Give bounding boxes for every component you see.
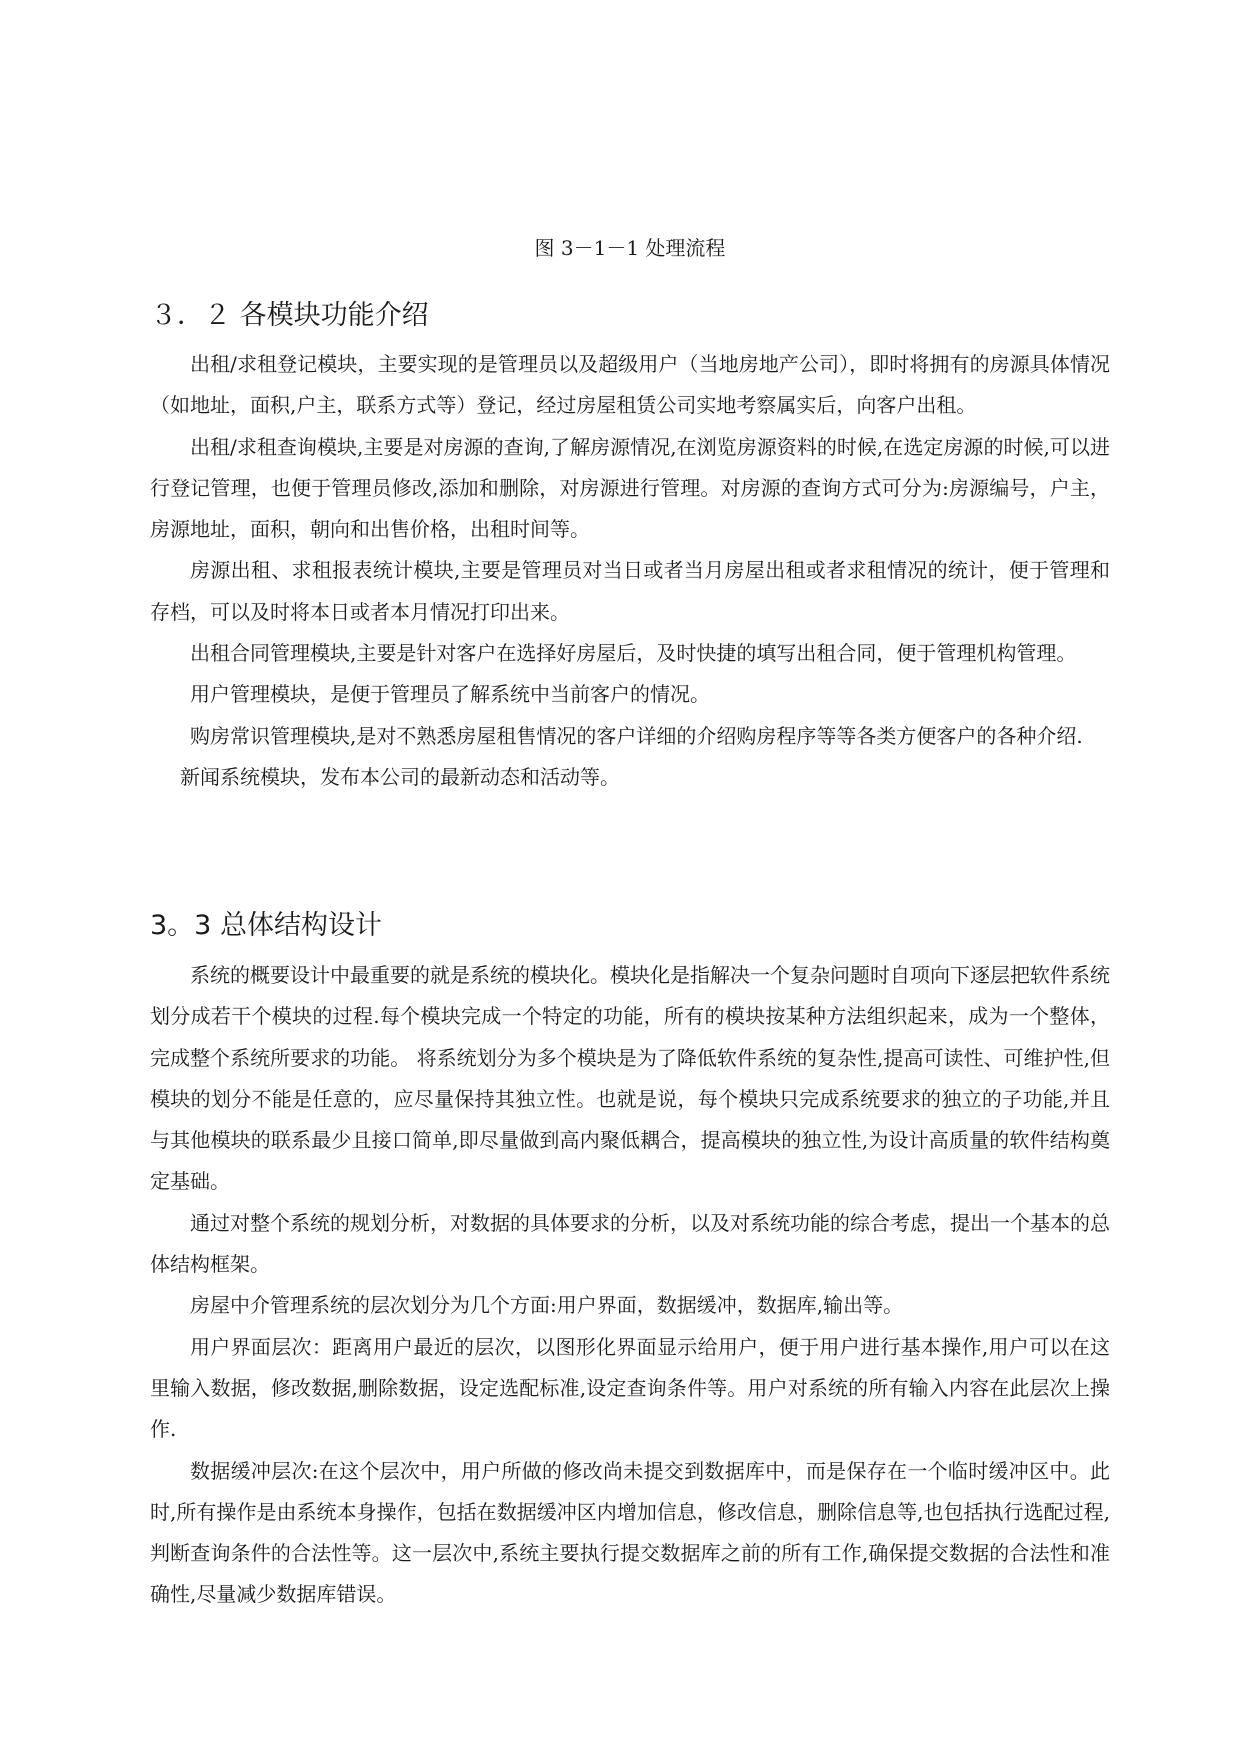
- figure-caption: 图 3－1－1 处理流程: [534, 236, 726, 260]
- paragraph: 房源出租、求租报表统计模块,主要是管理员对当日或者当月房屋出租或者求租情况的统计，便于管理和存档，可以及时将本日或者本月情况打印出来。: [150, 558, 1110, 624]
- paragraph: 出租/求租登记模块，主要实现的是管理员以及超级用户（当地房地产公司），即时将拥有的房源具体情况（如地址，面积,户主，联系方式等）登记，经过房屋租赁公司实地考察属实后，向客户出租。: [150, 352, 1110, 418]
- section-heading-3-3: 3。3 总体结构设计: [150, 910, 382, 942]
- paragraph: 通过对整个系统的规划分析，对数据的具体要求的分析，以及对系统功能的综合考虑，提出一个基本的总体结构框架。: [150, 1210, 1110, 1277]
- section-heading-3-2: ３．２ 各模块功能介绍: [150, 300, 429, 332]
- section-3-3-body: [150, 955, 1110, 1616]
- paragraph: 房屋中介管理系统的层次划分为几个方面:用户界面，数据缓冲，数据库,输出等。: [190, 1293, 904, 1318]
- document-page: [150, 0, 1110, 1754]
- paragraph: 数据缓冲层次:在这个层次中，用户所做的修改尚未提交到数据库中，而是保存在一个临时缓冲区中。此时,所有操作是由系统本身操作，包括在数据缓冲区内增加信息，修改信息，删除信息等,也包括执行选配过程,判断查询条件的合法性等。这一层次中,系统主要执行提交数据库之前的所有工作,确保提交数据的合法性和准确性,尽量减少数据库错误。: [150, 1458, 1110, 1607]
- paragraph: 用户界面层次：距离用户最近的层次，以图形化界面显示给用户，便于用户进行基本操作,用户可以在这里输入数据，修改数据,删除数据，设定选配标准,设定查询条件等。用户对系统的所有输入内容在此层次上操作.: [150, 1334, 1110, 1442]
- paragraph: 出租/求租查询模块,主要是对房源的查询,了解房源情况,在浏览房源资料的时候,在选定房源的时候,可以进行登记管理，也便于管理员修改,添加和删除，对房源进行管理。对房源的查询方式可分为:房源编号，户主，房源地址，面积，朝向和出售价格，出租时间等。: [150, 434, 1110, 542]
- paragraph: 购房常识管理模块,是对不熟悉房屋租售情况的客户详细的介绍购房程序等等各类方便客户的各种介绍.: [190, 723, 1083, 748]
- section-3-2-body: [150, 344, 1110, 798]
- paragraph: 新闻系统模块，发布本公司的最新动态和活动等。: [180, 764, 620, 789]
- paragraph: 系统的概要设计中最重要的就是系统的模块化。模块化是指解决一个复杂问题时自项向下逐层把软件系统划分成若干个模块的过程.每个模块完成一个特定的功能，所有的模块按某种方法组织起来，成为一个整体，完成整个系统所要求的功能。 将系统划分为多个模块是为了降低软件系统的复杂性,提高可读性、可维护性,但模块的划分不能是任意的，应尽量保持其独立性。也就是说，每个模块只完成系统要求的独立的子功能,并且与其他模块的联系最少且接口简单,即尽量做到高内聚低耦合，提高模块的独立性,为设计高质量的软件结构奠定基础。: [150, 963, 1110, 1194]
- paragraph: 出租合同管理模块,主要是针对客户在选择好房屋后，及时快捷的填写出租合同，便于管理机构管理。: [190, 641, 1077, 666]
- paragraph: 用户管理模块，是便于管理员了解系统中当前客户的情况。: [190, 682, 710, 707]
